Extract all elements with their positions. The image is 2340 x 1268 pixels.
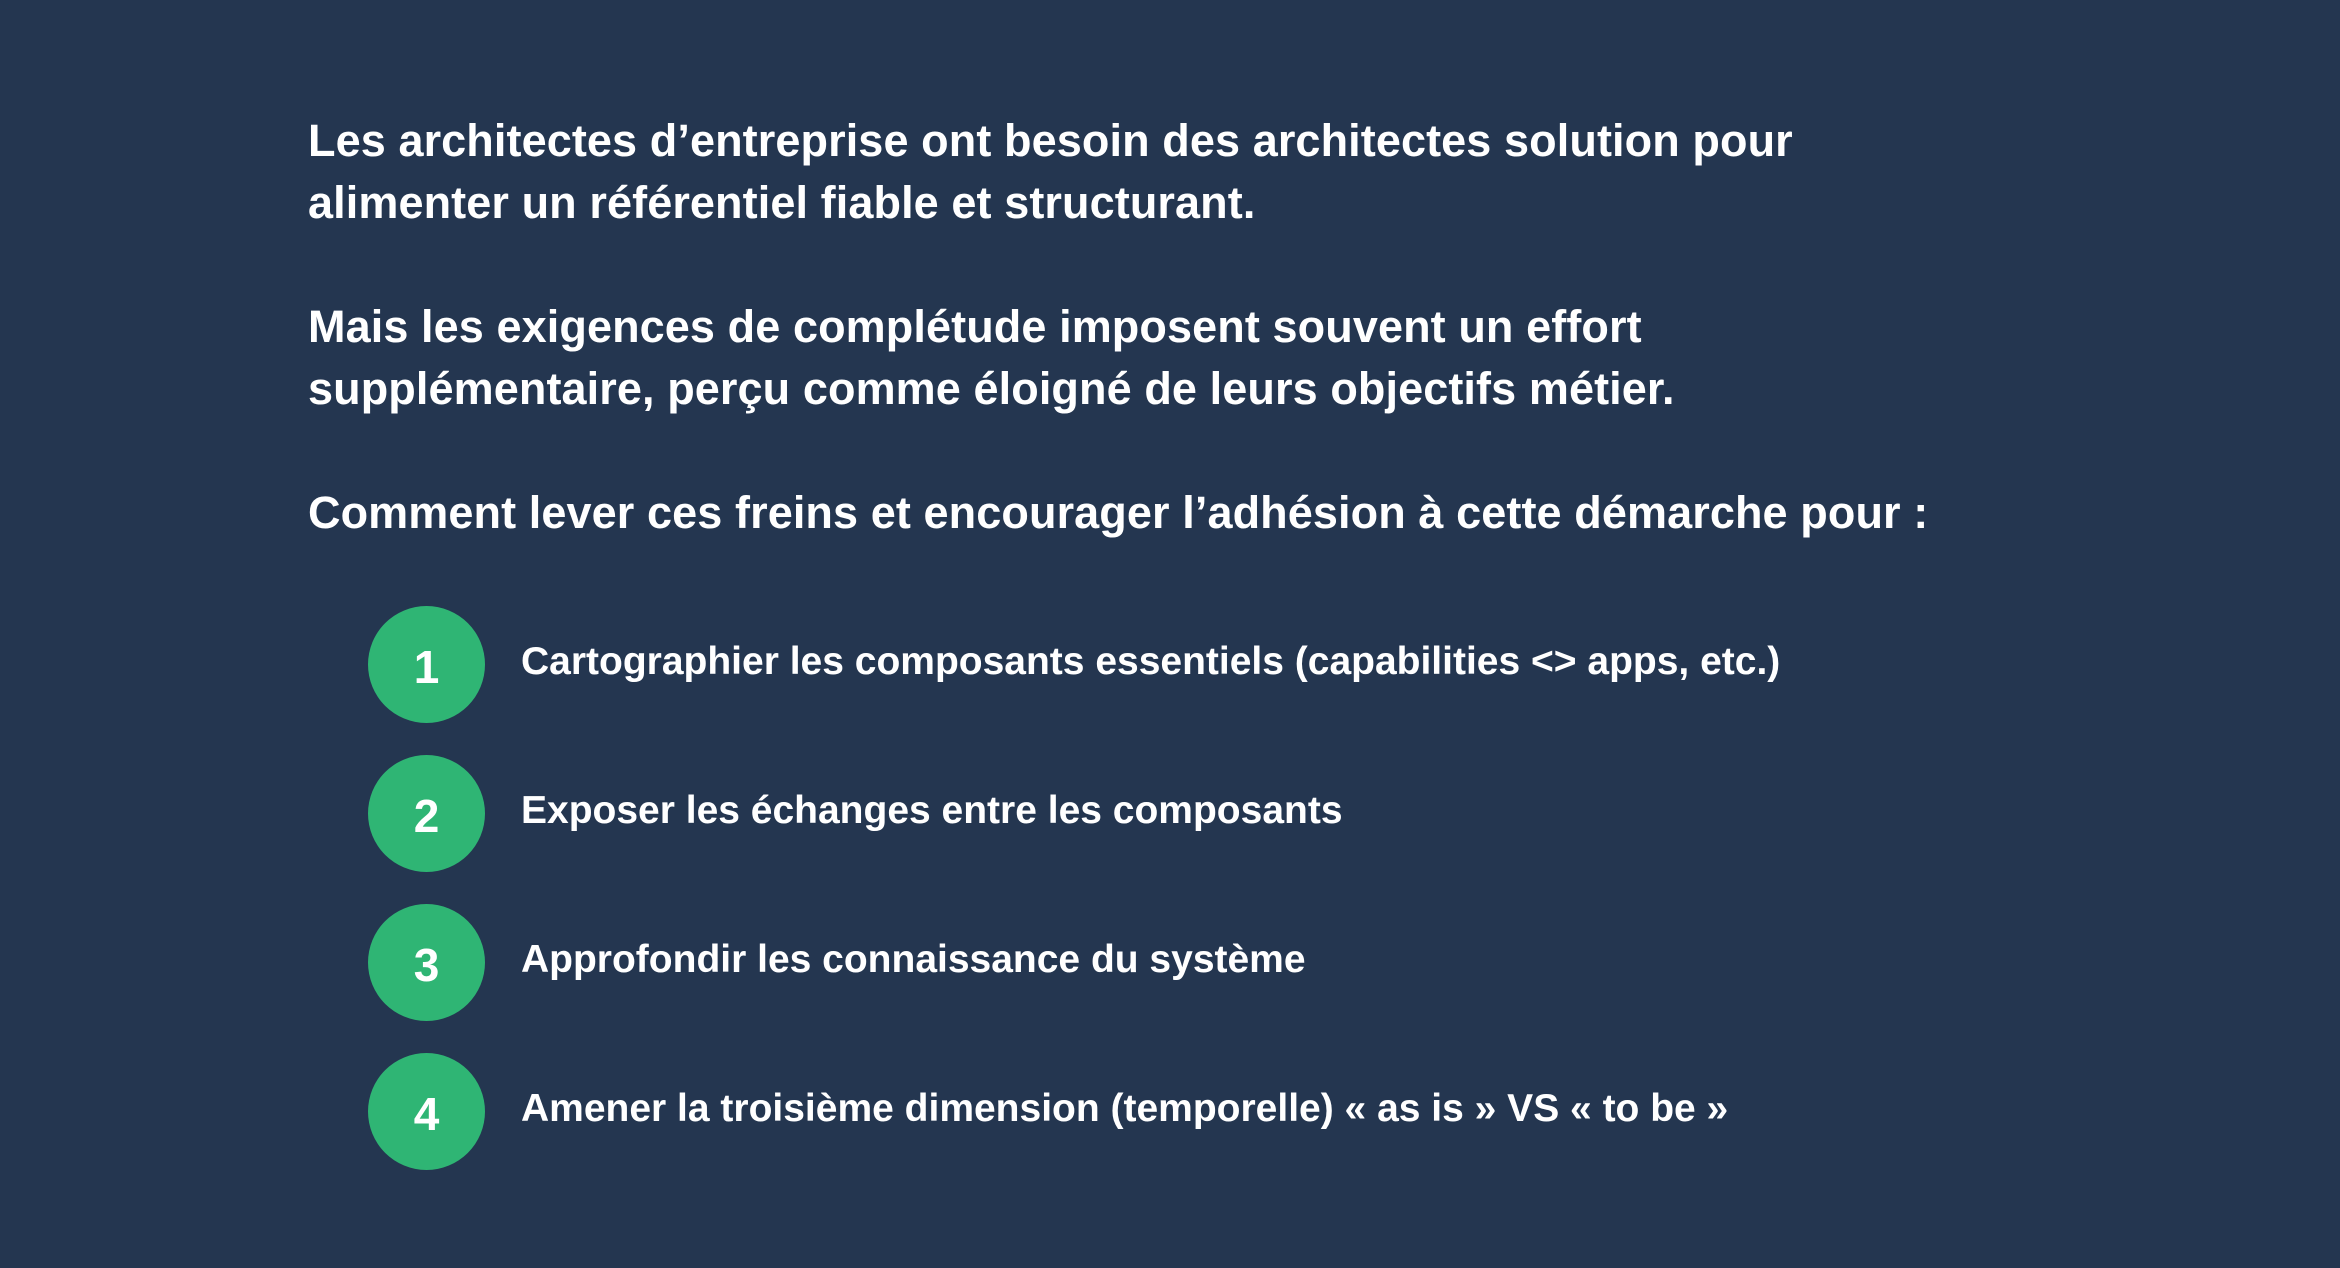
step-number-badge: 1 bbox=[368, 606, 485, 723]
intro-paragraph-2 bbox=[308, 296, 1675, 420]
step-text: Exposer les échanges entre les composants bbox=[521, 788, 1343, 832]
step-text: Cartographier les composants essentiels (capabilities <> apps, etc.) bbox=[521, 639, 1781, 683]
steps-list bbox=[368, 606, 1780, 1170]
step-item-2 bbox=[368, 755, 1780, 872]
step-number-badge: 2 bbox=[368, 755, 485, 872]
intro-paragraph-1-line-1: Les architectes d’entreprise ont besoin des architectes solution pour bbox=[308, 115, 1793, 166]
step-number-badge: 4 bbox=[368, 1053, 485, 1170]
intro-paragraph-1 bbox=[308, 110, 1793, 234]
step-text: Amener la troisième dimension (temporelle) « as is » VS « to be » bbox=[521, 1086, 1729, 1130]
step-text: Approfondir les connaissance du système bbox=[521, 937, 1306, 981]
question-text: Comment lever ces freins et encourager l’adhésion à cette démarche pour : bbox=[308, 487, 1929, 538]
step-item-4 bbox=[368, 1053, 1780, 1170]
step-number-badge: 3 bbox=[368, 904, 485, 1021]
intro-paragraph-2-line-2: supplémentaire, perçu comme éloigné de leurs objectifs métier. bbox=[308, 363, 1675, 414]
step-item-1 bbox=[368, 606, 1780, 723]
step-item-3 bbox=[368, 904, 1780, 1021]
intro-paragraph-1-line-2: alimenter un référentiel fiable et structurant. bbox=[308, 177, 1256, 228]
intro-paragraph-2-line-1: Mais les exigences de complétude imposent souvent un effort bbox=[308, 301, 1642, 352]
